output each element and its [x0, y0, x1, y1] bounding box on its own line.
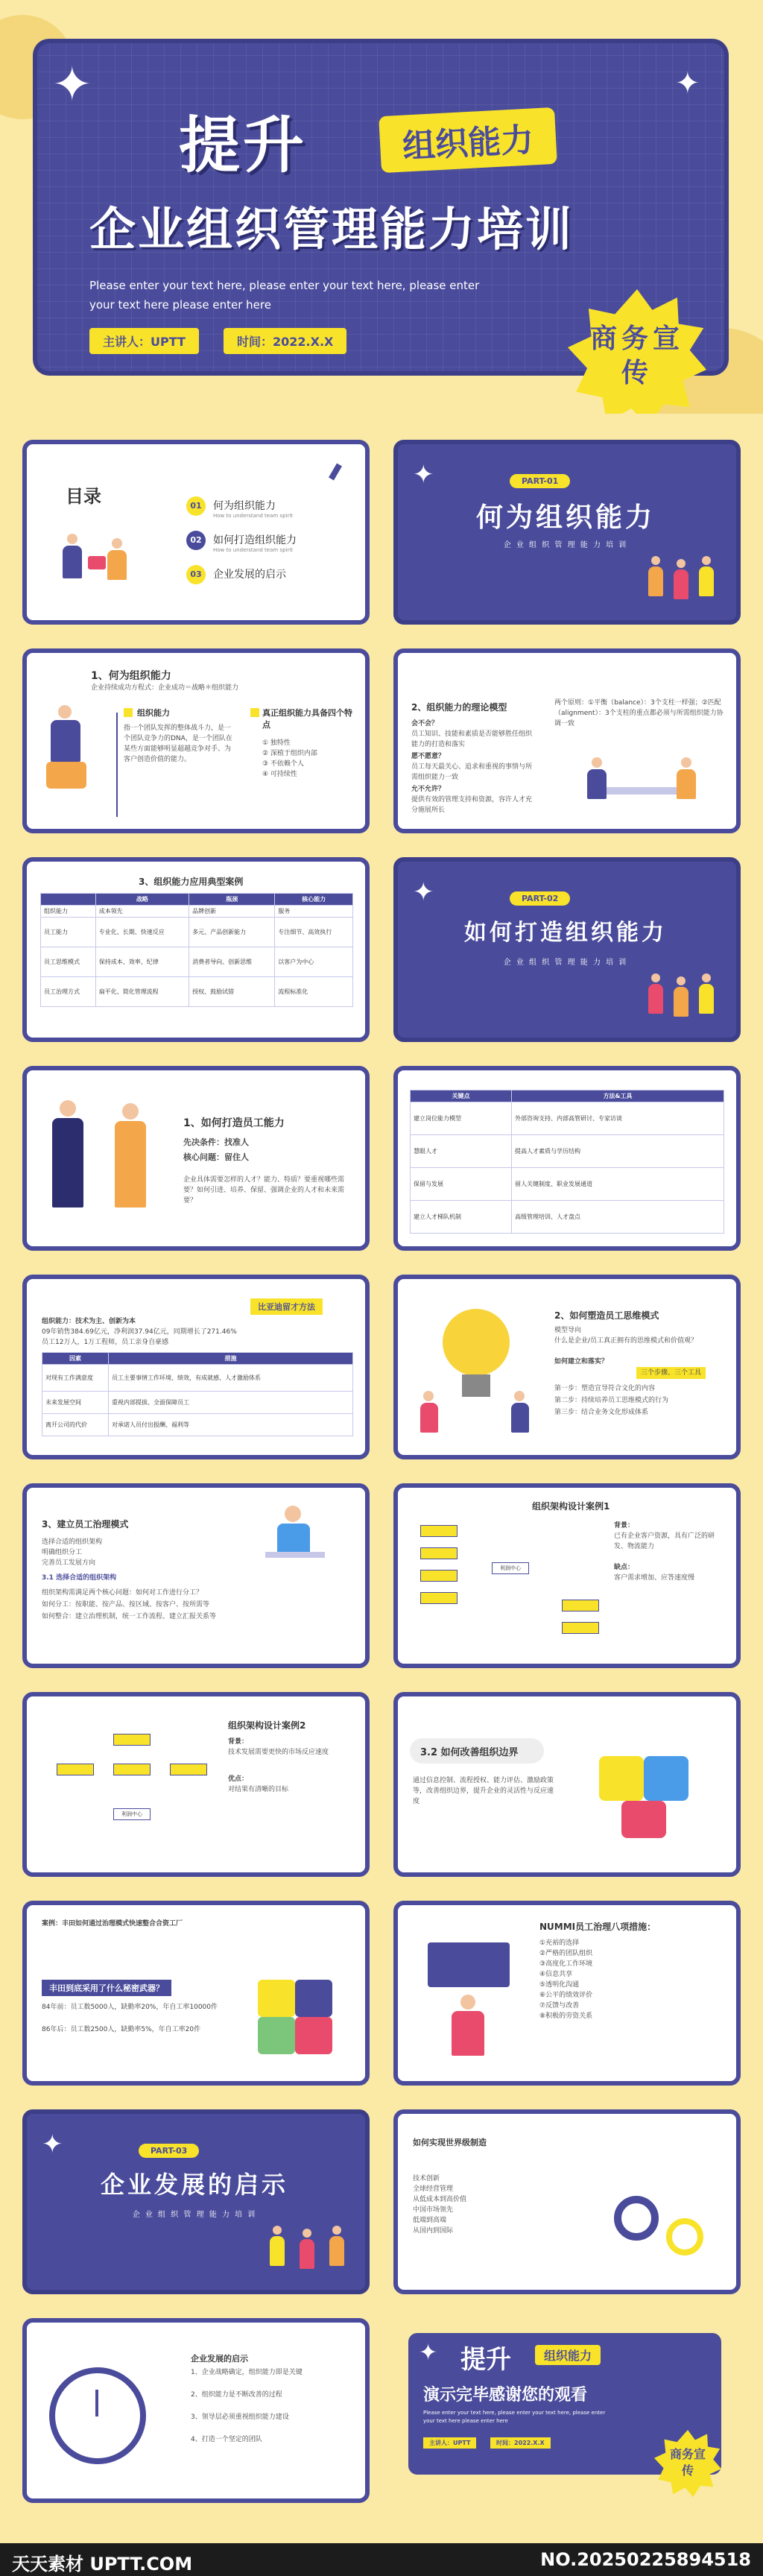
box-title: 真正组织能力具备四个特点	[262, 708, 352, 730]
screen-icon	[428, 1942, 510, 1987]
table-header: 因素	[42, 1353, 109, 1365]
person-head	[677, 976, 686, 985]
part-subtitle: 企 业 组 织 管 理 能 力 培 训	[503, 541, 628, 549]
slide-title: 组织架构设计案例2	[228, 1720, 306, 1731]
slide-org-case1	[393, 1483, 741, 1668]
screen-icon	[88, 556, 106, 569]
note-text: 已有企业客户资源，具有广泛的研发、物流能力	[614, 1532, 715, 1550]
table-cell: 离开公司的代价	[42, 1414, 109, 1436]
table-cell: 授权、鼓励试错	[189, 977, 275, 1007]
puzzle-piece-icon	[295, 1980, 332, 2017]
sparkle-icon: ✦	[42, 2130, 63, 2159]
person-head	[332, 2226, 341, 2235]
body-text: 企业具体需要怎样的人才？能力、特质？要重视哪些需要？如何引进、培养、保留、强调企业的人才和未来需要？	[183, 1176, 345, 1205]
slide-title: 组织架构设计案例1	[532, 1501, 610, 1512]
byd-table	[42, 1352, 353, 1436]
gear-icon	[666, 2218, 703, 2255]
slide-byd-case	[22, 1275, 370, 1459]
end-description: Please enter your text here, please enter your text here, please enter your text here please enter here	[423, 2410, 606, 2424]
org-node	[57, 1764, 94, 1775]
body-line: 明确组织分工	[42, 1549, 83, 1556]
question-text: 提供有效的管理支持和资源，容许人才充分施展所长	[411, 796, 533, 814]
step-line: 第三步：结合业务文化形成体系	[554, 1409, 649, 1416]
person-head	[651, 556, 660, 565]
person-body	[699, 984, 714, 1014]
slogan-item: 从国内到国际	[413, 2227, 454, 2235]
person-body	[511, 1403, 529, 1433]
org-node	[420, 1592, 458, 1604]
slide-nummi	[393, 1901, 741, 2086]
case-line: 组织能力：技术为主、创新为本	[42, 1318, 136, 1325]
org-node	[113, 1734, 151, 1746]
feature-item: ② 深植于组织内部	[262, 750, 317, 757]
lightbulb-icon	[443, 1309, 510, 1376]
measure-item: ④信息共享	[539, 1971, 573, 1978]
measure-item: ⑦反馈与改善	[539, 2002, 580, 2010]
person-body	[115, 1121, 146, 1208]
table-cell: 以客户为中心	[275, 947, 353, 977]
part3-slide	[22, 2109, 370, 2294]
toc-number: 03	[186, 565, 206, 584]
person-head	[60, 1100, 76, 1117]
note-text: 技术发展需要更快的市场反应速度	[228, 1749, 329, 1756]
table-cell: 成本领先	[95, 906, 189, 918]
org-chart	[413, 1525, 607, 1644]
question-text: 员工每天最关心、追求和重视的事情与所需组织能力一致	[411, 763, 533, 781]
person-head	[514, 1391, 525, 1401]
puzzle-piece-icon	[644, 1756, 688, 1801]
table-cell: 提高人才素质与学历结构	[511, 1135, 724, 1168]
slide-title: 2、如何塑造员工思维模式	[554, 1310, 659, 1321]
table-cell: 保留与发展	[411, 1168, 512, 1201]
slide-title: NUMMI员工治理八项措施：	[539, 1922, 656, 1932]
sparkle-icon: ✦	[413, 877, 434, 907]
point-line: 如何整合：建立治理机制，统一工作流程、建立汇报关系等	[42, 1613, 217, 1620]
person-body	[699, 566, 714, 596]
point-line: 组织架构需满足两个核心问题：如何对工作进行分工？	[42, 1589, 203, 1597]
puzzle-piece-icon	[599, 1756, 644, 1801]
person-head	[285, 1506, 301, 1522]
person-body	[677, 769, 696, 799]
slide-theory-model	[393, 648, 741, 833]
time-pill: 时间：2022.X.X	[490, 2437, 551, 2449]
feature-item: ① 独特性	[262, 739, 291, 747]
person-legs	[46, 762, 86, 789]
puzzle-illustration	[250, 1965, 355, 2062]
puzzle-piece-icon	[295, 2017, 332, 2054]
person-body	[648, 984, 663, 1014]
box-text: 指一个团队发挥的整体战斗力，是一个团队竞争力的DNA，是一个团队在某些方面能够明显超越竞争对手、为客户创造价值的能力。	[124, 724, 232, 763]
person-illustration	[39, 705, 98, 795]
slide-build-talent	[22, 1066, 370, 1251]
table-row	[41, 977, 353, 1007]
table-row	[42, 1414, 353, 1436]
highlight-tag: 三个步骤、三个工具	[636, 1367, 706, 1379]
formula-text: 企业持续成功方程式：企业成功＝战略＊组织能力	[91, 684, 239, 692]
slide-org-case2	[22, 1692, 370, 1877]
table-cell: 高级管理培训、人才盘点	[511, 1201, 724, 1234]
end-badge: 组织能力	[535, 2345, 601, 2365]
table-row	[41, 918, 353, 947]
person-head	[423, 1391, 434, 1401]
table-row	[41, 947, 353, 977]
org-node	[562, 1600, 599, 1611]
table-header: 瓶颈	[189, 894, 275, 906]
laptop-icon	[265, 1552, 325, 1558]
gear-icon	[614, 2196, 659, 2241]
feature-list	[262, 738, 317, 780]
org-node	[420, 1547, 458, 1559]
slide-toyota-case	[22, 1901, 370, 2086]
person-body	[63, 546, 82, 578]
slogan-item: 技术创新	[413, 2175, 440, 2182]
slide-case-table	[22, 857, 370, 1042]
point-line: 如何分工：按职能、按产品、按区域、按客户、按所需等	[42, 1601, 210, 1609]
watermark-site: 天天素材 UPTT.COM	[12, 2554, 193, 2575]
note-text: 客户需求增加、应答速度慢	[614, 1574, 695, 1582]
table-cell: 多元、产品创新能力	[189, 918, 275, 947]
burst-label: 商务宣传	[590, 323, 685, 388]
insight-item: 3、领导层必须重视组织能力建设	[191, 2414, 289, 2421]
team-illustration	[644, 556, 726, 613]
slide-world-class	[393, 2109, 741, 2294]
highlight-tag: 如何建立和落实？	[554, 1358, 609, 1366]
table-cell: 组织能力	[41, 906, 96, 918]
feature-item: ④ 可持续性	[262, 771, 297, 778]
org-node-center: 利润中心	[113, 1808, 151, 1820]
case-line: 09年销售384.69亿元，净利润37.94亿元，同期增长了271.46%	[42, 1328, 237, 1336]
person-head	[651, 973, 660, 982]
measure-item: ⑤透明化沟通	[539, 1981, 580, 1989]
burst-label: 商务宣传	[669, 2447, 706, 2478]
box-title: 组织能力	[137, 708, 170, 718]
sparkle-icon: ✦	[52, 57, 92, 113]
case-line: 员工12万人，1万工程师，员工亲身自豪感	[42, 1339, 169, 1346]
case-tag: 比亚迪留才方法	[250, 1298, 323, 1315]
person-body	[420, 1403, 438, 1433]
measure-item: ②严格的团队组织	[539, 1950, 593, 1957]
table-cell: 品牌创新	[189, 906, 275, 918]
time-pill: 时间：2022.X.X	[224, 328, 346, 354]
person-body	[107, 550, 127, 580]
person-head	[702, 973, 711, 982]
part-title: 何为组织能力	[475, 502, 655, 533]
speaker-pill: 主讲人：UPTT	[89, 328, 199, 354]
body-line: 选择合适的组织架构	[42, 1538, 103, 1546]
sparkle-icon: ✦	[675, 66, 700, 101]
person-head	[112, 538, 122, 549]
part-title: 如何打造组织能力	[464, 920, 667, 946]
handshake-illustration	[42, 1100, 161, 1227]
sparkle-icon: ✦	[413, 460, 434, 490]
person-head	[592, 757, 602, 768]
slide-title: 1、如何打造员工能力	[183, 1117, 285, 1129]
table-cell: 流程标准化	[275, 977, 353, 1007]
measure-item: ⑧积极的劳资关系	[539, 2012, 593, 2020]
table-cell: 员工思维模式	[41, 947, 96, 977]
key-point: 核心问题：留住人	[183, 1152, 249, 1162]
meeting-illustration	[569, 750, 718, 817]
toc-title: 目录	[66, 486, 101, 507]
person-body	[452, 2011, 484, 2056]
slogan-item: 从低成本到高价值	[413, 2196, 467, 2203]
person-head	[303, 2229, 311, 2238]
slogan-item: 低端到高端	[413, 2217, 447, 2224]
toc-label: 如何打造组织能力	[213, 534, 297, 546]
lightbulb-base	[462, 1374, 490, 1397]
toc-label: 何为组织能力	[213, 500, 276, 512]
org-node	[420, 1570, 458, 1582]
lightbulb-illustration	[420, 1309, 532, 1436]
person-head	[122, 1103, 139, 1120]
note-text: 对结果有清晰的目标	[228, 1786, 289, 1793]
person-body	[51, 720, 80, 762]
question: 会不会？	[411, 720, 439, 727]
table-cell: 未来发展空间	[42, 1392, 109, 1414]
insight-item: 1、企业战略确定，组织能力即是关键	[191, 2369, 303, 2376]
team-illustration	[644, 973, 726, 1030]
question: 愿不愿意？	[411, 753, 446, 760]
table-header: 核心能力	[275, 894, 353, 906]
org-node-center: 利润中心	[492, 1562, 529, 1574]
slogan-item: 中国市场领先	[413, 2206, 454, 2214]
slogan-list	[413, 2174, 577, 2236]
puzzle-piece-icon	[621, 1801, 666, 1838]
slide-title: 3、建立员工治理模式	[42, 1519, 129, 1530]
end-subtitle: 演示完毕感谢您的观看	[423, 2386, 588, 2405]
note-heading: 优点：	[228, 1775, 249, 1783]
person-body	[329, 2236, 344, 2266]
table-header	[41, 894, 96, 906]
table-cell: 留人关键制度、职业发展通道	[511, 1168, 724, 1201]
part-subtitle: 企 业 组 织 管 理 能 力 培 训	[503, 959, 628, 967]
sub-heading: 3.1 选择合适的组织架构	[42, 1574, 117, 1582]
slide-governance	[22, 1483, 370, 1668]
org-node	[420, 1525, 458, 1537]
slide-methods-table	[393, 1066, 741, 1251]
slide-title: 1、何为组织能力	[91, 670, 171, 682]
case-label: 案例：丰田如何通过治理模式快速整合合资工厂	[42, 1920, 183, 1928]
table-header-row	[411, 1090, 724, 1102]
org-node	[562, 1622, 599, 1634]
person-head	[460, 1995, 475, 2010]
table-header-row	[41, 894, 353, 906]
table-row	[411, 1201, 724, 1234]
insight-item: 4、打造一个坚定的团队	[191, 2436, 262, 2443]
table-row	[42, 1365, 353, 1392]
org-chart	[42, 1734, 221, 1853]
watermark-bar	[0, 2543, 763, 2576]
person-body	[270, 2236, 285, 2266]
hero-badge: 组织能力	[379, 107, 557, 173]
table-cell: 扁平化、简化管理流程	[95, 977, 189, 1007]
puzzle-piece-icon	[258, 1980, 295, 2017]
laptop-illustration	[250, 1503, 347, 1577]
body-line: 什么是企业/员工真正拥有的思维模式和价值观？	[554, 1337, 698, 1345]
slide-title: 3、组织能力应用典型案例	[139, 877, 244, 887]
methods-table	[410, 1090, 724, 1234]
table-cell: 服务	[275, 906, 353, 918]
hero-description: Please enter your text here, please enter your text here, please enter your text here please enter here	[89, 279, 480, 312]
table-cell: 员工治理方式	[41, 977, 96, 1007]
toc-slide	[22, 440, 370, 625]
decor-stroke	[329, 463, 342, 480]
part-tag: PART-01	[510, 474, 570, 488]
part2-slide	[393, 857, 741, 1042]
slide-title: 企业发展的启示	[191, 2354, 248, 2364]
person-body	[587, 769, 607, 799]
table-cell: 建立岗位能力模型	[411, 1102, 512, 1135]
org-node	[170, 1764, 207, 1775]
slide-title: 3.2 如何改善组织边界	[420, 1747, 519, 1758]
clock-hand	[95, 2390, 98, 2416]
question-tag: 丰田到底采用了什么秘密武器？	[42, 1980, 171, 1996]
part-tag: PART-02	[510, 891, 570, 906]
person-body	[300, 2239, 314, 2269]
principles-text: 两个原则：①平衡（balance）：3个支柱一样强；②匹配（alignment）：3个支柱的重点都必须与所需组织能力协调一致	[554, 699, 724, 727]
table-row	[411, 1102, 724, 1135]
hero-title: 提升	[179, 110, 308, 181]
feature-item: ③ 不依赖个人	[262, 760, 304, 768]
puzzle-illustration	[584, 1734, 718, 1846]
slide-insights	[22, 2318, 370, 2503]
person-head	[702, 556, 711, 565]
person-body	[52, 1118, 83, 1208]
person-head	[273, 2226, 282, 2235]
slogan-item: 全球经营管理	[413, 2185, 454, 2193]
sparkle-icon: ✦	[419, 2340, 438, 2366]
table-cell: 员工主要事情工作环境、绩效，有成就感、人才激励体系	[109, 1365, 353, 1392]
table-cell: 专业化、长期、快速反应	[95, 918, 189, 947]
person-head	[58, 705, 72, 719]
hero-subtitle: 企业组织管理能力培训	[89, 202, 574, 256]
hero-slide	[0, 0, 763, 414]
people-illustration	[52, 526, 149, 593]
table-cell: 外部咨询支持、内部高管研讨、专家访谈	[511, 1102, 724, 1135]
end-slide	[393, 2318, 741, 2503]
end-title: 提升	[460, 2345, 511, 2375]
measure-item: ⑥公平的绩效评价	[539, 1992, 593, 1999]
note-heading: 背景：	[614, 1522, 635, 1530]
table-cell: 慧眼人才	[411, 1135, 512, 1168]
question-text: 员工知识、技能和素质是否能够胜任组织能力的打造和落实	[411, 730, 533, 748]
body-text: 通过信息控制、流程授权、能力评估、激励政策等，改善组织边界，提升企业的灵活性与反应速度	[413, 1777, 554, 1805]
table-row	[41, 906, 353, 918]
table-header: 方法&工具	[511, 1090, 724, 1102]
slide-boundary	[393, 1692, 741, 1877]
question: 允不允许？	[411, 786, 446, 793]
table-cell: 重视内部提拔、全面保障员工	[109, 1392, 353, 1414]
org-node	[113, 1764, 151, 1775]
slide-org-capability	[22, 648, 370, 833]
table-cell: 建立人才梯队机制	[411, 1201, 512, 1234]
toc-number: 02	[186, 531, 206, 550]
toc-sublabel: How to understand team spirit	[213, 513, 294, 519]
slide-mindset	[393, 1275, 741, 1459]
measure-item: ③高度化工作环境	[539, 1960, 593, 1968]
table-cell: 专注细节、高效执行	[275, 918, 353, 947]
measures-list	[539, 1938, 726, 2021]
step-line: 第一步：塑造宣导符合文化的内容	[554, 1385, 656, 1392]
gears-illustration	[599, 2181, 726, 2270]
part-tag: PART-03	[139, 2144, 199, 2158]
person-body	[277, 1524, 310, 1553]
part1-slide	[393, 440, 741, 625]
person-head	[677, 559, 686, 568]
bullet-square	[124, 708, 133, 717]
table-row	[411, 1168, 724, 1201]
table-shape	[599, 787, 688, 795]
toc-label: 企业发展的启示	[213, 569, 286, 581]
part-title: 企业发展的启示	[100, 2171, 288, 2199]
case-table	[40, 893, 353, 1007]
table-cell: 对承诺人员付出报酬、福利等	[109, 1414, 353, 1436]
puzzle-piece-icon	[258, 2017, 295, 2054]
speaker-pill: 主讲人：UPTT	[423, 2437, 476, 2449]
step-line: 第二步：持续培养员工思维模式的行为	[554, 1397, 669, 1404]
person-body	[674, 569, 688, 599]
person-body	[648, 566, 663, 596]
measure-item: ①充裕的选择	[539, 1939, 580, 1947]
person-head	[681, 757, 691, 768]
divider	[116, 713, 118, 817]
person-head	[67, 534, 77, 544]
table-cell: 消费者导向、创新思维	[189, 947, 275, 977]
table-header: 关键点	[411, 1090, 512, 1102]
table-header: 措施	[109, 1353, 353, 1365]
key-point: 先决条件：找准人	[183, 1137, 249, 1147]
team-illustration	[265, 2226, 355, 2282]
watermark-number: NO.20250225894518	[540, 2549, 751, 2570]
part-subtitle: 企 业 组 织 管 理 能 力 培 训	[132, 2211, 257, 2219]
person-body	[674, 987, 688, 1017]
stat-line: 86年后：员工数2500人，缺勤率5%，年自工率20件	[42, 2026, 201, 2033]
body-line: 完善员工发展方向	[42, 1559, 96, 1567]
table-cell: 对现有工作满意度	[42, 1365, 109, 1392]
toc-sublabel: How to understand team spirit	[213, 547, 294, 553]
toc-number: 01	[186, 496, 206, 516]
table-cell: 保持成本、效率、纪律	[95, 947, 189, 977]
table-row	[42, 1392, 353, 1414]
table-header: 战略	[95, 894, 189, 906]
note-heading: 缺点：	[614, 1564, 635, 1571]
note-heading: 背景：	[228, 1738, 249, 1746]
bullet-square	[250, 708, 259, 717]
table-header-row	[42, 1353, 353, 1365]
presenter-illustration	[413, 1935, 525, 2062]
stat-line: 84年前：员工数5000人，缺勤率20%，年自工率10000件	[42, 2004, 218, 2011]
insight-item: 2、组织能力是不断改善的过程	[191, 2391, 282, 2399]
table-row	[411, 1135, 724, 1168]
table-cell: 员工能力	[41, 918, 96, 947]
slide-title: 如何实现世界级制造	[413, 2138, 487, 2147]
slide-title: 2、组织能力的理论模型	[411, 702, 507, 713]
body-line: 模型导向	[554, 1327, 582, 1334]
